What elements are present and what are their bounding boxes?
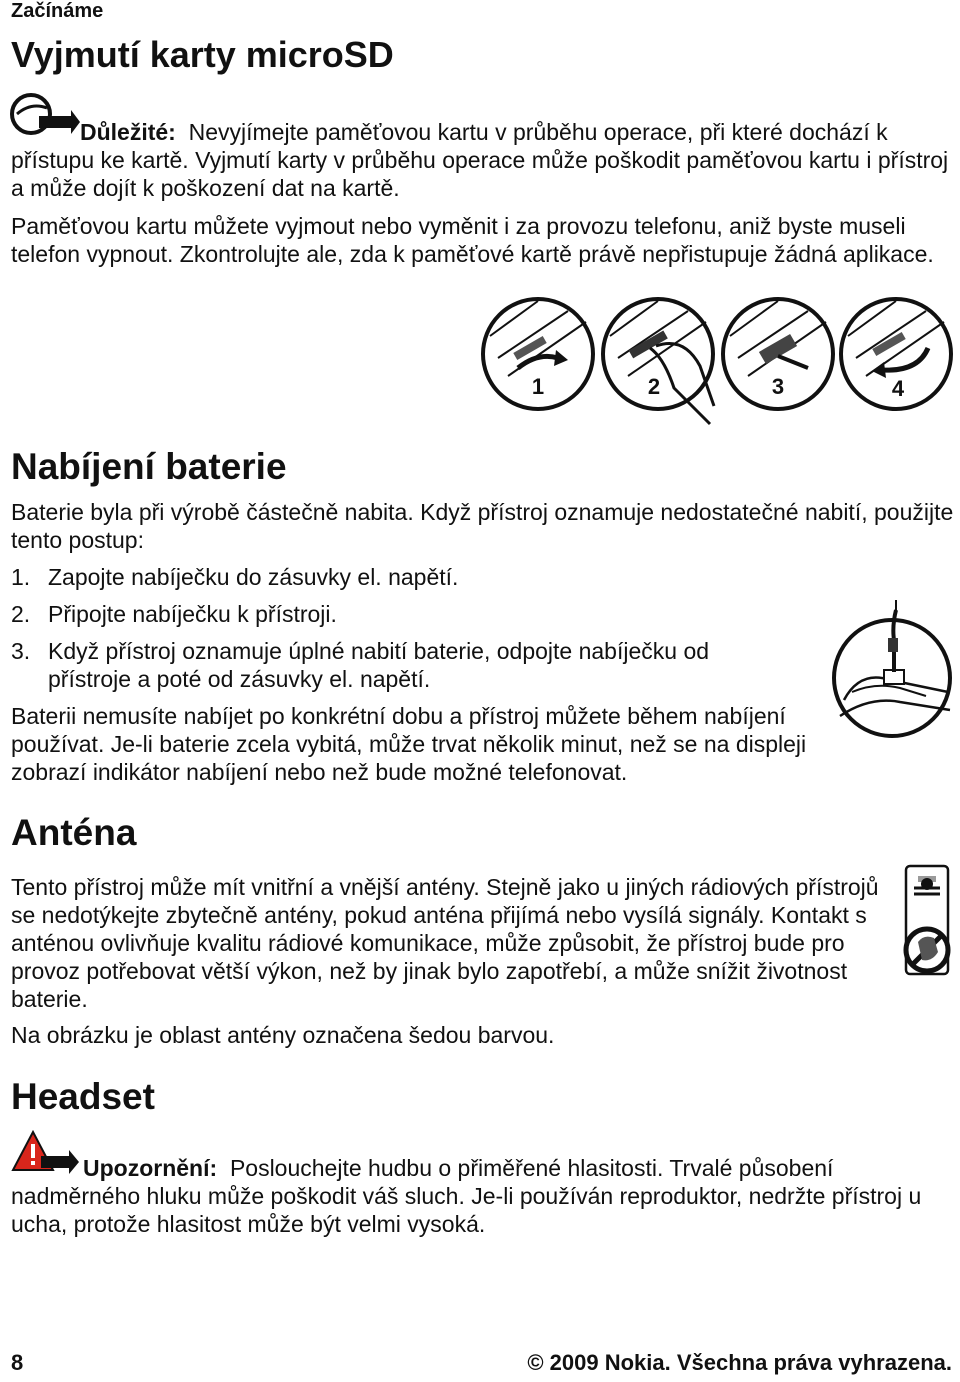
charging-outro: Baterii nemusíte nabíjet po konkrétní dobu a přístroj můžete během nabíjení používat. Je-li baterie zcela vybitá, může trvat několik minut, než se na displeji zobrazí indikátor nabíjení nebo než bude možné telefonovat.: [11, 703, 807, 785]
antenna-note: Na obrázku je oblast antény označena šedou barvou.: [11, 1022, 555, 1048]
microsd-steps-illustration: [478, 296, 956, 426]
charging-intro: Baterie byla při výrobě částečně nabita. Když přístroj oznamuje nedostatečné nabití, použijte tento postup:: [11, 499, 954, 553]
step-2-number: 2: [647, 374, 661, 399]
copyright-notice: © 2009 Nokia. Všechna práva vyhrazena.: [527, 1350, 952, 1375]
step-4-number: 4: [891, 376, 905, 401]
charging-step-number: 2.: [11, 601, 31, 627]
antenna-paragraph: Tento přístroj může mít vnitřní a vnější antény. Stejně jako u jiných rádiových přístrojů se nedotýkejte zbytečně antény, pokud anténa přijímá nebo vysílá signály. Kontakt s anténou ovlivňuje kvalitu rádiové komunikace, může způsobit, že přístroj bude pro provoz potřebovat větší výkon, než by jinak bylo zapotřebí, a může snížit životnost baterie.: [11, 874, 879, 1012]
microsd-paragraph: Paměťovou kartu můžete vyjmout nebo vyměnit i za provozu telefonu, aniž byste museli telefon vypnout. Zkontrolujte ale, zda k paměťové kartě právě nepřistupuje žádná aplikace.: [11, 213, 934, 267]
section-label: Začínáme: [11, 0, 104, 22]
antenna-illustration: [898, 862, 956, 980]
important-label: Důležité:: [80, 119, 176, 145]
warning-label: Upozornění:: [83, 1155, 218, 1181]
step-1-number: 1: [531, 374, 545, 399]
charging-heading: Nabíjení baterie: [11, 446, 287, 487]
charging-step-text: Připojte nabíječku k přístroji.: [48, 601, 337, 627]
step-3-number: 3: [771, 374, 785, 399]
charging-step-number: 1.: [11, 564, 31, 590]
step-2-illustration: [603, 299, 714, 424]
charging-step: [11, 563, 811, 591]
warning-note: [11, 1154, 956, 1238]
important-text: Nevyjímejte paměťovou kartu v průběhu operace, při které dochází k přístupu ke kartě. Vyjmutí karty v průběhu operace může poškodit paměťovou kartu i přístroj a může dojít k poškození dat na kartě.: [11, 119, 949, 201]
antenna-heading: Anténa: [11, 812, 137, 853]
page-number: 8: [11, 1350, 24, 1375]
charging-step-text: Zapojte nabíječku do zásuvky el. napětí.: [48, 564, 459, 590]
page-title: Vyjmutí karty microSD: [11, 34, 394, 75]
warning-text: Poslouchejte hudbu o přiměřené hlasitosti. Trvalé působení nadměrného hluku může poškodit váš sluch. Je-li používán reproduktor, nedržte přístroj u ucha, protože hlasitost může být velmi vysoká.: [11, 1155, 922, 1237]
charging-step-number: 3.: [11, 638, 31, 664]
charging-step-text: Když přístroj oznamuje úplné nabití baterie, odpojte nabíječku od přístroje a poté od zásuvky el. napětí.: [48, 638, 710, 692]
headset-heading: Headset: [11, 1076, 155, 1117]
charger-illustration: [830, 600, 956, 740]
charging-step: [11, 600, 811, 628]
charging-step: [11, 637, 811, 693]
important-note: [11, 118, 956, 202]
